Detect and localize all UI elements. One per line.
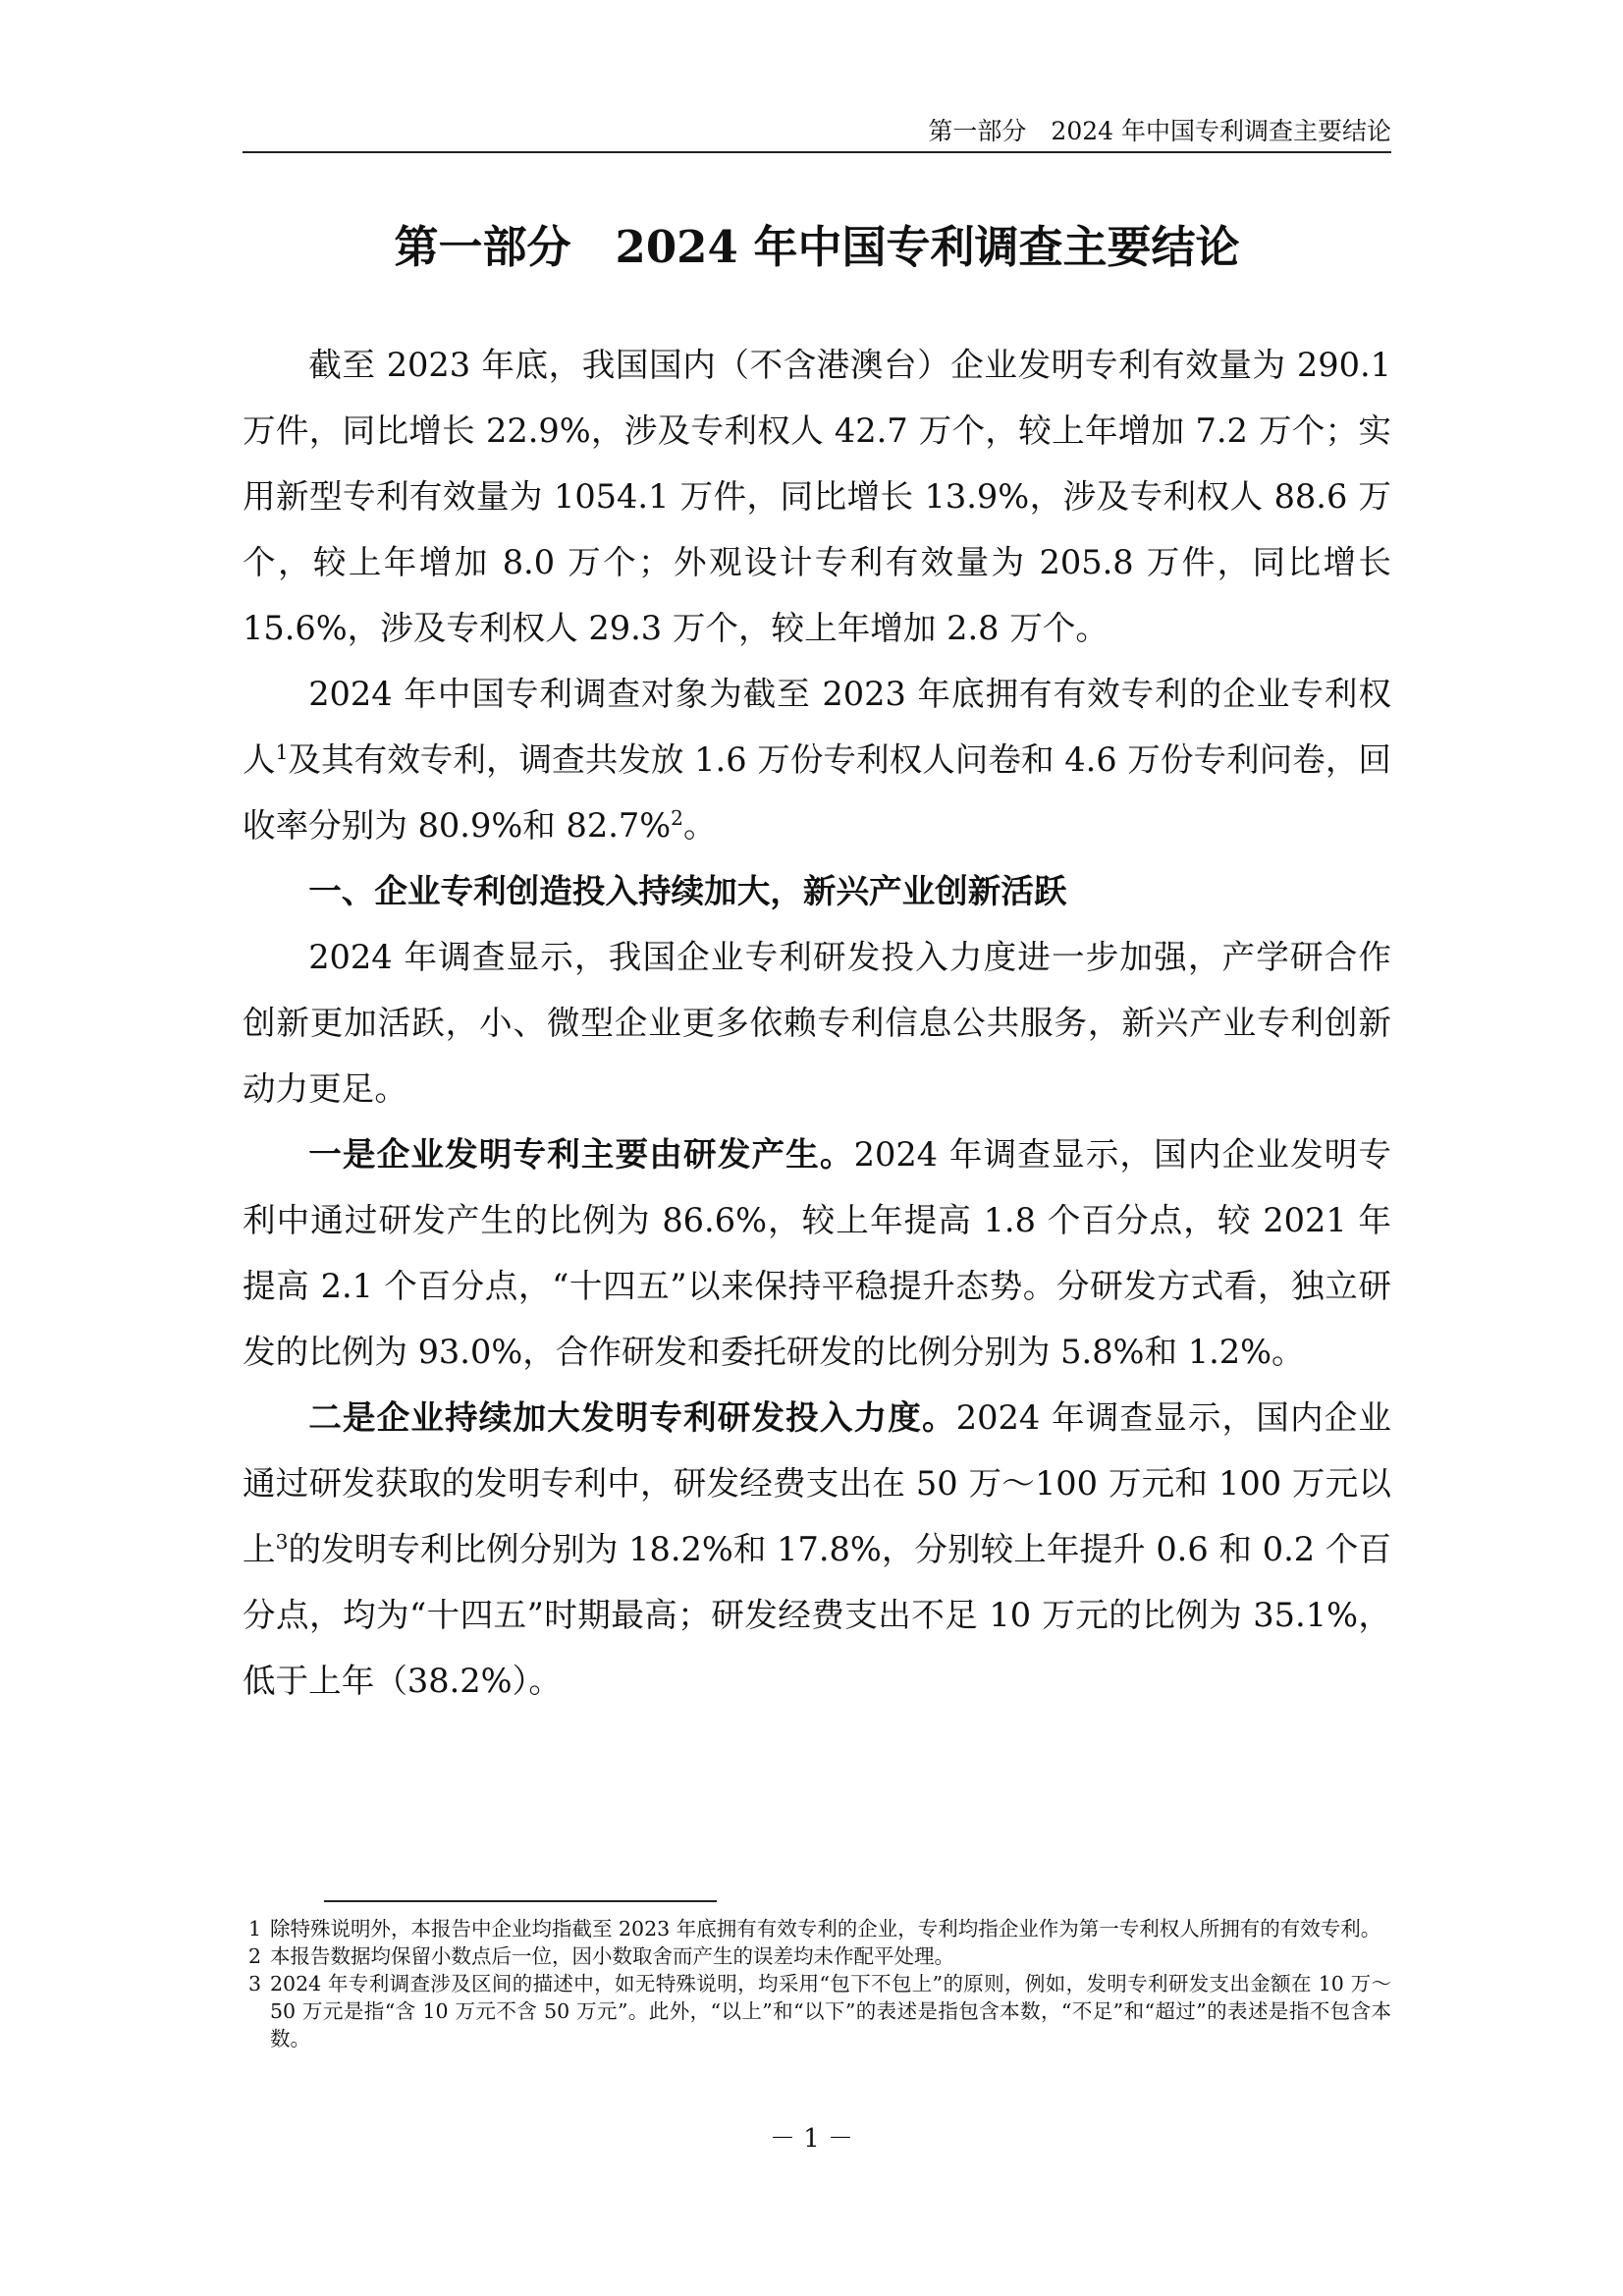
footnote-ref-3: 3 xyxy=(275,1529,289,1554)
footnote-text: 除特殊说明外，本报告中企业均指截至 2023 年底拥有有效专利的企业，专利均指企业作为第一专利权人所拥有的有效专利。 xyxy=(270,1917,1381,1941)
footnote-text: 2024 年专利调查涉及区间的描述中，如无特殊说明，均采用“包下不包上”的原则，例如，发明专利研发支出金额在 10 万～50 万元是指“含 10 万元不含 50 万元”。此外，“以上”和“以下”的表述是指包含本数，“不足”和“超过”的表述是指不包含本数。 xyxy=(270,1972,1391,2050)
point-two-text-a: 2024 年调查显示，国内企业通过研发获取的发明专利中，研发经费支出在 50 万～100 万元和 100 万元以上 xyxy=(243,1398,1391,1568)
point-two xyxy=(243,1385,1391,1714)
footnote-1 xyxy=(248,1915,1391,1942)
section-intro: 2024 年调查显示，我国企业专利研发投入力度进一步加强，产学研合作创新更加活跃，小、微型企业更多依赖专利信息公共服务，新兴产业专利创新动力更足。 xyxy=(243,938,1391,1108)
point-one-lead: 一是企业发明专利主要由研发产生。 xyxy=(308,1135,854,1174)
footnote-2 xyxy=(248,1942,1391,1970)
point-one-text: 2024 年调查显示，国内企业发明专利中通过研发产生的比例为 86.6%，较上年提高 1.8 个百分点，较 2021 年提高 2.1 个百分点，“十四五”以来保持平稳提升态势。分研发方式看，独立研发的比例为 93.0%，合作研发和委托研发的比例分别为 5.8%和 1.2%。 xyxy=(243,1135,1391,1371)
footnotes xyxy=(248,1915,1391,2052)
paragraph-survey-text-3: 。 xyxy=(682,806,717,845)
point-two-text-b: 的发明专利比例分别为 18.2%和 17.8%，分别较上年提升 0.6 和 0.2 个百分点，均为“十四五”时期最高；研发经费支出不足 10 万元的比例为 35.1%，低于上年（38.2%）。 xyxy=(243,1530,1391,1700)
running-header: 第一部分 2024 年中国专利调查主要结论 xyxy=(928,117,1391,145)
footnote-rule xyxy=(324,1900,717,1902)
footnote-text: 本报告数据均保留小数点后一位，因小数取舍而产生的误差均未作配平处理。 xyxy=(270,1944,954,1968)
point-one xyxy=(243,1121,1391,1385)
page-number: － 1 － xyxy=(769,2124,854,2154)
paragraph-survey-scope xyxy=(243,661,1391,858)
footnote-ref-1: 1 xyxy=(275,739,289,764)
point-two-lead: 二是企业持续加大发明专利研发投入力度。 xyxy=(308,1398,956,1437)
paragraph-survey-text-2: 及其有效专利，调查共发放 1.6 万份专利权人问卷和 4.6 万份专利问卷，回收率分别为 80.9%和 82.7% xyxy=(243,740,1391,845)
body-text xyxy=(243,332,1391,1714)
footnote-number: 3 xyxy=(248,1972,262,1995)
section-heading: 一、企业专利创造投入持续加大，新兴产业创新活跃 xyxy=(308,872,1067,910)
paragraph-summary: 截至 2023 年底，我国国内（不含港澳台）企业发明专利有效量为 290.1 万件，同比增长 22.9%，涉及专利权人 42.7 万个，较上年增加 7.2 万个；实用新型专利有效量为 1054.1 万件，同比增长 13.9%，涉及专利权人 88.6 万个，较上年增加 8.0 万个；外观设计专利有效量为 205.8 万件，同比增长 15.6%，涉及专利权人 29.3 万个，较上年增加 2.8 万个。 xyxy=(243,346,1391,647)
paragraph-survey-text-1: 2024 年中国专利调查对象为截至 2023 年底拥有有效专利的企业专利权人 xyxy=(243,675,1391,779)
header-rule xyxy=(243,151,1391,153)
footnote-3 xyxy=(248,1970,1391,2052)
page-title: 第一部分 2024 年中国专利调查主要结论 xyxy=(394,221,1240,273)
footnote-ref-2: 2 xyxy=(671,805,683,830)
footnote-number: 1 xyxy=(248,1917,262,1941)
footnote-number: 2 xyxy=(248,1944,262,1968)
